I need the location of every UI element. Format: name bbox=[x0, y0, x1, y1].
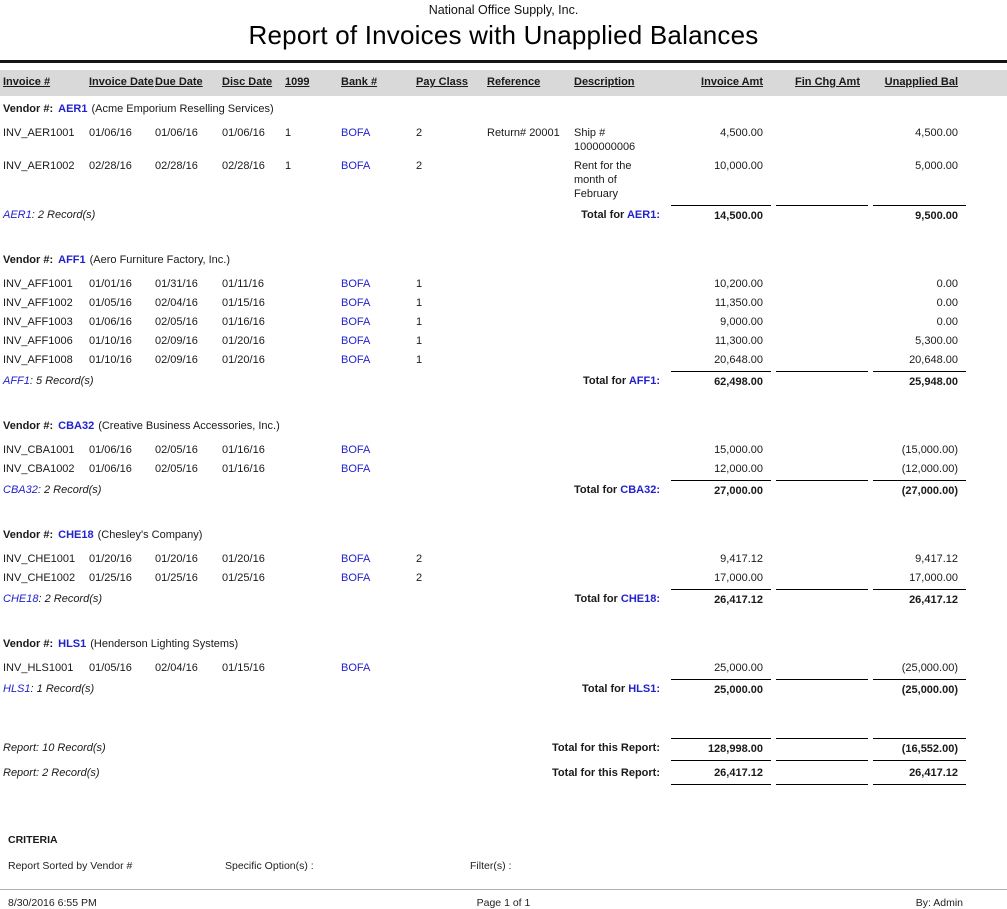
invoice-date: 02/28/16 bbox=[89, 159, 132, 172]
invoice-amt: 12,000.00 bbox=[714, 462, 763, 475]
invoice-date: 01/06/16 bbox=[89, 315, 132, 328]
fin-chg-amt bbox=[771, 123, 868, 156]
vendor-label: Vendor #: bbox=[3, 254, 54, 266]
flag-1099 bbox=[285, 440, 341, 459]
invoice-amt: 15,000.00 bbox=[714, 443, 763, 456]
bank-code-link[interactable]: BOFA bbox=[341, 296, 371, 309]
footer-generated-by: By: Admin bbox=[915, 897, 963, 909]
description: Rent for the month of February bbox=[574, 159, 632, 200]
column-header-invoice-amt: Invoice Amt bbox=[701, 76, 763, 88]
page-title: Report of Invoices with Unapplied Balances bbox=[248, 20, 759, 50]
disc-date: 01/20/16 bbox=[222, 334, 265, 347]
criteria-specific-options: Specific Option(s) : bbox=[225, 860, 314, 872]
invoice-date: 01/10/16 bbox=[89, 353, 132, 366]
reference: Return# 20001 bbox=[487, 126, 560, 139]
vendor-section bbox=[0, 419, 1007, 502]
vendor-total-row bbox=[0, 589, 1007, 611]
pay-class: 1 bbox=[416, 315, 423, 328]
report-total-left bbox=[3, 738, 666, 761]
invoice-number: INV_CHE1002 bbox=[3, 571, 76, 584]
vendor-total-row bbox=[0, 205, 1007, 227]
flag-1099 bbox=[285, 293, 341, 312]
criteria-sorted-by: Report Sorted by Vendor # bbox=[8, 860, 133, 872]
vendor-total-row bbox=[0, 679, 1007, 701]
invoice-number: INV_CBA1001 bbox=[3, 443, 75, 456]
disc-date: 01/06/16 bbox=[222, 126, 265, 139]
vendor-total-left bbox=[3, 480, 666, 502]
company-name: National Office Supply, Inc. bbox=[428, 3, 579, 17]
disc-date: 01/20/16 bbox=[222, 552, 265, 565]
total-for-text: Total for bbox=[574, 484, 621, 496]
fin-chg-amt bbox=[771, 568, 868, 587]
vendor-name: (Creative Business Accessories, Inc.) bbox=[98, 420, 280, 432]
description bbox=[574, 549, 666, 568]
vendor-label: Vendor #: bbox=[3, 103, 54, 115]
criteria-filters: Filter(s) : bbox=[470, 860, 512, 872]
invoice-amt: 9,000.00 bbox=[720, 315, 763, 328]
flag-1099 bbox=[285, 312, 341, 331]
reference bbox=[487, 658, 574, 677]
unapplied-bal: (15,000.00) bbox=[901, 443, 958, 456]
vendor-total-label bbox=[575, 592, 660, 611]
vendor-total-row bbox=[0, 480, 1007, 502]
disc-date: 01/15/16 bbox=[222, 661, 265, 674]
unapplied-bal: 20,648.00 bbox=[909, 353, 958, 366]
due-date: 02/04/16 bbox=[155, 661, 198, 674]
vendor-total-code-link[interactable]: HLS1: bbox=[628, 683, 660, 695]
due-date: 01/06/16 bbox=[155, 126, 198, 139]
column-header-unapplied-bal: Unapplied Bal bbox=[884, 76, 958, 88]
invoice-amt: 25,000.00 bbox=[714, 661, 763, 674]
report-total-row bbox=[0, 763, 1007, 785]
vendor-section bbox=[0, 253, 1007, 393]
unapplied-bal: 4,500.00 bbox=[915, 126, 958, 139]
invoice-row bbox=[0, 123, 1007, 156]
invoice-number: INV_AER1001 bbox=[3, 126, 75, 139]
invoice-amt: 10,000.00 bbox=[714, 159, 763, 172]
vendor-name: (Chesley's Company) bbox=[97, 529, 203, 541]
footer-datetime: 8/30/2016 6:55 PM bbox=[8, 897, 97, 909]
invoice-number: INV_AER1002 bbox=[3, 159, 75, 172]
criteria-row bbox=[0, 860, 1007, 872]
column-header-reference: Reference bbox=[487, 76, 541, 88]
vendor-total-left bbox=[3, 679, 666, 701]
column-header-invoice-date: Invoice Date bbox=[89, 76, 154, 88]
fin-chg-amt bbox=[771, 459, 868, 478]
fin-chg-amt bbox=[771, 274, 868, 293]
report-total-unapplied: (16,552.00) bbox=[873, 738, 966, 761]
record-count bbox=[3, 682, 94, 701]
unapplied-bal: 5,300.00 bbox=[915, 334, 958, 347]
vendor-code-link[interactable]: CBA32 bbox=[58, 420, 95, 432]
invoice-amt: 17,000.00 bbox=[714, 571, 763, 584]
invoice-amt: 11,300.00 bbox=[714, 334, 763, 347]
bank-code-link[interactable]: BOFA bbox=[341, 661, 371, 674]
record-count bbox=[3, 374, 93, 393]
vendor-total-unapplied: 25,948.00 bbox=[873, 371, 966, 393]
invoice-number: INV_AFF1003 bbox=[3, 315, 73, 328]
due-date: 02/05/16 bbox=[155, 462, 198, 475]
vendor-total-invoice-amt: 62,498.00 bbox=[671, 371, 771, 393]
vendor-total-left bbox=[3, 371, 666, 393]
invoice-date: 01/01/16 bbox=[89, 277, 132, 290]
flag-1099: 1 bbox=[285, 159, 292, 172]
bank-code-link[interactable]: BOFA bbox=[341, 462, 371, 475]
disc-date: 01/16/16 bbox=[222, 462, 265, 475]
flag-1099 bbox=[285, 331, 341, 350]
description bbox=[574, 312, 666, 331]
invoice-row bbox=[0, 459, 1007, 478]
column-header-1099: 1099 bbox=[285, 76, 310, 88]
column-header-invoice-number: Invoice # bbox=[3, 76, 51, 88]
fin-chg-amt bbox=[771, 156, 868, 203]
vendor-total-label bbox=[582, 682, 660, 701]
vendor-total-unapplied: (25,000.00) bbox=[873, 679, 966, 701]
report-total-label: Total for this Report: bbox=[552, 767, 660, 779]
total-for-text: Total for bbox=[581, 683, 629, 695]
vendor-total-invoice-amt: 27,000.00 bbox=[671, 480, 771, 502]
invoice-number: INV_HLS1001 bbox=[3, 661, 74, 674]
description bbox=[574, 293, 666, 312]
invoice-row bbox=[0, 156, 1007, 203]
record-count-code: CHE18 bbox=[3, 593, 39, 605]
report-total-invoice-amt: 26,417.12 bbox=[671, 763, 771, 785]
record-count-code: HLS1 bbox=[3, 683, 31, 695]
record-count-text: : 2 Record(s) bbox=[38, 593, 103, 605]
record-count-code: AER1 bbox=[3, 209, 32, 221]
invoice-amt: 11,350.00 bbox=[714, 296, 763, 309]
invoice-row bbox=[0, 312, 1007, 331]
vendor-header bbox=[0, 419, 1007, 433]
footer-page-number: Page 1 of 1 bbox=[476, 897, 531, 909]
due-date: 02/04/16 bbox=[155, 296, 198, 309]
record-count-text: : 1 Record(s) bbox=[30, 683, 95, 695]
due-date: 01/31/16 bbox=[155, 277, 198, 290]
disc-date: 01/25/16 bbox=[222, 571, 265, 584]
report-total-label: Total for this Report: bbox=[552, 742, 660, 754]
reference bbox=[487, 440, 574, 459]
reference bbox=[487, 459, 574, 478]
vendor-total-unapplied: 26,417.12 bbox=[873, 589, 966, 611]
total-for-text: Total for bbox=[581, 209, 627, 221]
record-count bbox=[3, 592, 102, 611]
pay-class: 1 bbox=[416, 353, 423, 366]
bank-code-link[interactable]: BOFA bbox=[341, 571, 371, 584]
report-total-left bbox=[3, 763, 666, 785]
fin-chg-amt bbox=[771, 658, 868, 677]
vendor-header bbox=[0, 253, 1007, 267]
invoice-row bbox=[0, 549, 1007, 568]
unapplied-bal: (25,000.00) bbox=[901, 661, 958, 674]
invoice-date: 01/06/16 bbox=[89, 126, 132, 139]
due-date: 01/20/16 bbox=[155, 552, 198, 565]
unapplied-bal: 0.00 bbox=[936, 296, 958, 309]
fin-chg-amt bbox=[771, 312, 868, 331]
vendor-total-label bbox=[574, 483, 660, 502]
invoice-row bbox=[0, 293, 1007, 312]
vendor-total-code-link[interactable]: CBA32: bbox=[620, 484, 660, 496]
reference bbox=[487, 274, 574, 293]
description bbox=[574, 331, 666, 350]
bank-code-link[interactable]: BOFA bbox=[341, 277, 371, 290]
vendor-total-fin-chg bbox=[776, 679, 868, 701]
vendor-total-fin-chg bbox=[776, 205, 868, 227]
reference bbox=[487, 156, 574, 203]
reference bbox=[487, 568, 574, 587]
invoice-amt: 4,500.00 bbox=[720, 126, 763, 139]
vendor-header bbox=[0, 637, 1007, 651]
invoice-date: 01/05/16 bbox=[89, 661, 132, 674]
bank-code-link[interactable]: BOFA bbox=[341, 159, 371, 172]
vendor-name: (Acme Emporium Reselling Services) bbox=[91, 103, 274, 115]
invoice-number: INV_CHE1001 bbox=[3, 552, 76, 565]
bank-code-link[interactable]: BOFA bbox=[341, 552, 371, 565]
flag-1099 bbox=[285, 350, 341, 369]
fin-chg-amt bbox=[771, 350, 868, 369]
invoice-date: 01/25/16 bbox=[89, 571, 132, 584]
vendor-section bbox=[0, 637, 1007, 701]
column-header-row bbox=[0, 70, 1007, 96]
bank-code-link[interactable]: BOFA bbox=[341, 126, 371, 139]
column-header-bank-number: Bank # bbox=[341, 76, 378, 88]
invoice-number: INV_CBA1002 bbox=[3, 462, 75, 475]
vendor-section bbox=[0, 102, 1007, 227]
vendor-label: Vendor #: bbox=[3, 529, 54, 541]
invoice-date: 01/10/16 bbox=[89, 334, 132, 347]
reference bbox=[487, 331, 574, 350]
disc-date: 02/28/16 bbox=[222, 159, 265, 172]
report-total-unapplied: 26,417.12 bbox=[873, 763, 966, 785]
unapplied-bal: 17,000.00 bbox=[909, 571, 958, 584]
vendor-total-invoice-amt: 14,500.00 bbox=[671, 205, 771, 227]
pay-class: 2 bbox=[416, 552, 423, 565]
vendor-total-fin-chg bbox=[776, 589, 868, 611]
description bbox=[574, 568, 666, 587]
vendor-header bbox=[0, 102, 1007, 116]
vendor-name: (Henderson Lighting Systems) bbox=[90, 638, 239, 650]
disc-date: 01/20/16 bbox=[222, 353, 265, 366]
disc-date: 01/16/16 bbox=[222, 443, 265, 456]
header-rule bbox=[0, 60, 1007, 63]
pay-class: 1 bbox=[416, 334, 423, 347]
vendor-header bbox=[0, 528, 1007, 542]
total-for-text: Total for bbox=[583, 375, 629, 387]
vendor-total-left bbox=[3, 205, 666, 227]
vendor-total-left bbox=[3, 589, 666, 611]
vendor-total-label bbox=[583, 374, 660, 393]
invoice-number: INV_AFF1001 bbox=[3, 277, 73, 290]
total-for-text: Total for bbox=[574, 593, 621, 605]
report-total-fin-chg bbox=[776, 738, 868, 761]
vendor-section bbox=[0, 528, 1007, 611]
record-count-text: : 2 Record(s) bbox=[31, 209, 96, 221]
unapplied-bal: 0.00 bbox=[936, 277, 958, 290]
due-date: 02/09/16 bbox=[155, 334, 198, 347]
due-date: 02/28/16 bbox=[155, 159, 198, 172]
flag-1099 bbox=[285, 274, 341, 293]
bank-code-link[interactable]: BOFA bbox=[341, 315, 371, 328]
vendor-total-row bbox=[0, 371, 1007, 393]
vendor-code-link[interactable]: CHE18 bbox=[58, 529, 94, 541]
unapplied-bal: 5,000.00 bbox=[915, 159, 958, 172]
invoice-number: INV_AFF1006 bbox=[3, 334, 73, 347]
fin-chg-amt bbox=[771, 293, 868, 312]
flag-1099 bbox=[285, 549, 341, 568]
description: Ship # 1000000006 bbox=[574, 126, 636, 153]
flag-1099 bbox=[285, 658, 341, 677]
report-record-count: Report: 10 Record(s) bbox=[3, 742, 106, 754]
column-header-description: Description bbox=[574, 76, 635, 88]
invoice-date: 01/06/16 bbox=[89, 462, 132, 475]
report-total-fin-chg bbox=[776, 763, 868, 785]
disc-date: 01/11/16 bbox=[222, 277, 265, 290]
vendor-total-invoice-amt: 25,000.00 bbox=[671, 679, 771, 701]
vendor-total-fin-chg bbox=[776, 371, 868, 393]
vendor-total-unapplied: (27,000.00) bbox=[873, 480, 966, 502]
invoice-row bbox=[0, 658, 1007, 677]
record-count bbox=[3, 208, 95, 227]
disc-date: 01/16/16 bbox=[222, 315, 265, 328]
pay-class: 1 bbox=[416, 277, 423, 290]
report-total-invoice-amt: 128,998.00 bbox=[671, 738, 771, 761]
invoice-row bbox=[0, 274, 1007, 293]
invoice-number: INV_AFF1008 bbox=[3, 353, 73, 366]
column-header-due-date: Due Date bbox=[155, 76, 203, 88]
pay-class: 1 bbox=[416, 296, 423, 309]
bank-code-link[interactable]: BOFA bbox=[341, 443, 371, 456]
due-date: 02/05/16 bbox=[155, 443, 198, 456]
fin-chg-amt bbox=[771, 440, 868, 459]
fin-chg-amt bbox=[771, 331, 868, 350]
column-header-pay-class: Pay Class bbox=[416, 76, 468, 88]
reference bbox=[487, 293, 574, 312]
pay-class: 2 bbox=[416, 571, 423, 584]
pay-class bbox=[416, 459, 487, 478]
vendor-total-code-link[interactable]: AER1: bbox=[626, 209, 660, 221]
flag-1099 bbox=[285, 459, 341, 478]
report-totals bbox=[0, 738, 1007, 785]
pay-class: 2 bbox=[416, 126, 423, 139]
vendor-code-link[interactable]: AER1 bbox=[58, 103, 88, 115]
vendor-total-code-link[interactable]: AFF1: bbox=[628, 375, 660, 387]
reference bbox=[487, 350, 574, 369]
report-total-row bbox=[0, 738, 1007, 761]
due-date: 01/25/16 bbox=[155, 571, 198, 584]
due-date: 02/05/16 bbox=[155, 315, 198, 328]
column-header-fin-chg-amt: Fin Chg Amt bbox=[795, 76, 860, 88]
vendor-name: (Aero Furniture Factory, Inc.) bbox=[89, 254, 231, 266]
invoice-row bbox=[0, 568, 1007, 587]
pay-class bbox=[416, 440, 487, 459]
description bbox=[574, 274, 666, 293]
unapplied-bal: 0.00 bbox=[936, 315, 958, 328]
vendor-label: Vendor #: bbox=[3, 420, 54, 432]
unapplied-bal: 9,417.12 bbox=[915, 552, 958, 565]
vendor-label: Vendor #: bbox=[3, 638, 54, 650]
disc-date: 01/15/16 bbox=[222, 296, 265, 309]
vendor-total-fin-chg bbox=[776, 480, 868, 502]
report-body bbox=[0, 102, 1007, 701]
vendor-total-code-link[interactable]: CHE18: bbox=[620, 593, 660, 605]
bank-code-link[interactable]: BOFA bbox=[341, 353, 371, 366]
invoice-row bbox=[0, 331, 1007, 350]
record-count-code: CBA32 bbox=[3, 484, 38, 496]
invoice-row bbox=[0, 440, 1007, 459]
page-footer bbox=[0, 890, 1007, 909]
report-record-count: Report: 2 Record(s) bbox=[3, 767, 100, 779]
pay-class: 2 bbox=[416, 159, 423, 172]
vendor-code-link[interactable]: HLS1 bbox=[58, 638, 87, 650]
criteria-heading: CRITERIA bbox=[8, 834, 58, 846]
invoice-amt: 20,648.00 bbox=[714, 353, 763, 366]
fin-chg-amt bbox=[771, 549, 868, 568]
record-count-text: : 5 Record(s) bbox=[29, 375, 94, 387]
invoice-date: 01/20/16 bbox=[89, 552, 132, 565]
vendor-code-link[interactable]: AFF1 bbox=[58, 254, 86, 266]
reference bbox=[487, 549, 574, 568]
invoice-amt: 9,417.12 bbox=[720, 552, 763, 565]
pay-class bbox=[416, 658, 487, 677]
description bbox=[574, 350, 666, 369]
flag-1099: 1 bbox=[285, 126, 292, 139]
vendor-total-invoice-amt: 26,417.12 bbox=[671, 589, 771, 611]
flag-1099 bbox=[285, 568, 341, 587]
invoice-amt: 10,200.00 bbox=[714, 277, 763, 290]
description bbox=[574, 658, 666, 677]
description bbox=[574, 440, 666, 459]
invoice-row bbox=[0, 350, 1007, 369]
vendor-total-label bbox=[581, 208, 660, 227]
invoice-date: 01/06/16 bbox=[89, 443, 132, 456]
vendor-total-unapplied: 9,500.00 bbox=[873, 205, 966, 227]
invoice-date: 01/05/16 bbox=[89, 296, 132, 309]
record-count-code: AFF1 bbox=[3, 375, 30, 387]
reference bbox=[487, 312, 574, 331]
bank-code-link[interactable]: BOFA bbox=[341, 334, 371, 347]
record-count bbox=[3, 483, 101, 502]
invoice-number: INV_AFF1002 bbox=[3, 296, 73, 309]
record-count-text: : 2 Record(s) bbox=[37, 484, 102, 496]
description bbox=[574, 459, 666, 478]
column-header-disc-date: Disc Date bbox=[222, 76, 273, 88]
unapplied-bal: (12,000.00) bbox=[901, 462, 958, 475]
due-date: 02/09/16 bbox=[155, 353, 198, 366]
